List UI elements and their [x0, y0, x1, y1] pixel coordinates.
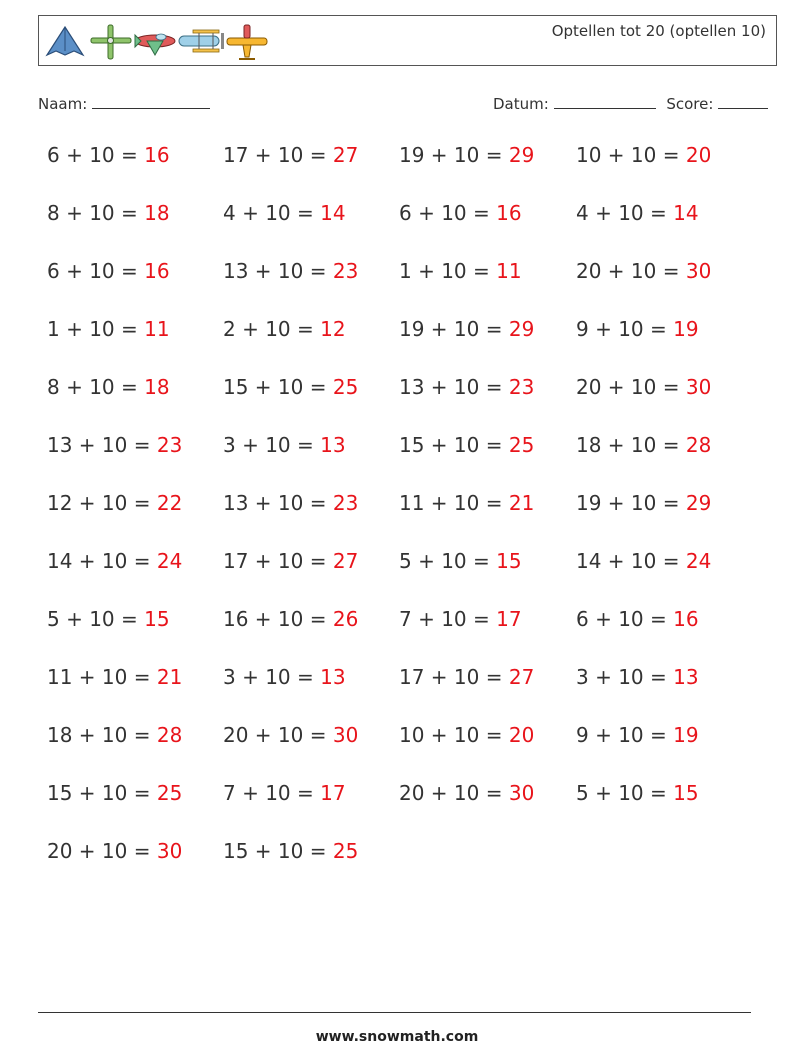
- green-plane-icon: [91, 25, 131, 59]
- problem-item: [223, 549, 358, 573]
- problem-answer: 27: [332, 143, 359, 167]
- problem-question: 6 + 10 =: [47, 259, 145, 283]
- problem-item: [223, 201, 346, 225]
- date-blank: [554, 94, 656, 109]
- problem-item: [399, 201, 522, 225]
- problem-answer: 11: [144, 317, 170, 341]
- problem-item: [47, 839, 182, 863]
- problem-answer: 12: [320, 317, 346, 341]
- problem-item: [223, 723, 358, 747]
- problem-question: 11 + 10 =: [47, 665, 157, 689]
- problem-answer: 11: [496, 259, 522, 283]
- problem-answer: 15: [144, 607, 170, 631]
- problem-answer: 20: [508, 723, 535, 747]
- problem-answer: 16: [144, 143, 170, 167]
- problem-answer: 30: [332, 723, 359, 747]
- problem-question: 9 + 10 =: [576, 723, 674, 747]
- problem-question: 5 + 10 =: [399, 549, 497, 573]
- problem-answer: 25: [332, 375, 359, 399]
- problem-answer: 25: [332, 839, 359, 863]
- problem-item: [576, 607, 699, 631]
- red-plane-icon: [135, 34, 175, 55]
- problem-item: [47, 433, 182, 457]
- problem-answer: 28: [156, 723, 183, 747]
- problem-row: [47, 781, 767, 839]
- problem-item: [576, 433, 711, 457]
- problem-item: [47, 375, 170, 399]
- problem-item: [223, 143, 358, 167]
- problem-question: 3 + 10 =: [576, 665, 674, 689]
- problem-item: [47, 259, 170, 283]
- problem-item: [47, 665, 182, 689]
- problem-answer: 19: [673, 317, 699, 341]
- problem-item: [223, 375, 358, 399]
- problem-answer: 29: [508, 317, 535, 341]
- problem-item: [576, 259, 711, 283]
- problem-answer: 29: [685, 491, 712, 515]
- problem-row: [47, 433, 767, 491]
- problem-item: [399, 781, 534, 805]
- name-field: [38, 94, 210, 113]
- problem-answer: 30: [508, 781, 535, 805]
- problem-answer: 15: [673, 781, 699, 805]
- airplane-icons: [43, 21, 273, 61]
- problem-answer: 23: [332, 259, 359, 283]
- problem-question: 3 + 10 =: [223, 433, 321, 457]
- problem-item: [47, 491, 182, 515]
- problem-answer: 30: [685, 375, 712, 399]
- problem-item: [576, 491, 711, 515]
- problem-answer: 26: [332, 607, 359, 631]
- problem-answer: 30: [156, 839, 183, 863]
- problem-item: [399, 607, 522, 631]
- problem-answer: 23: [156, 433, 183, 457]
- problem-item: [399, 665, 534, 689]
- problem-question: 2 + 10 =: [223, 317, 321, 341]
- problem-item: [576, 549, 711, 573]
- problem-question: 13 + 10 =: [223, 259, 333, 283]
- problem-grid: [47, 143, 767, 897]
- problem-item: [223, 781, 346, 805]
- problem-question: 5 + 10 =: [47, 607, 145, 631]
- problem-answer: 21: [508, 491, 535, 515]
- problem-question: 15 + 10 =: [399, 433, 509, 457]
- problem-item: [223, 259, 358, 283]
- problem-question: 11 + 10 =: [399, 491, 509, 515]
- problem-question: 15 + 10 =: [223, 375, 333, 399]
- problem-answer: 17: [496, 607, 522, 631]
- problem-item: [576, 317, 699, 341]
- yellow-plane-icon: [227, 25, 267, 59]
- problem-answer: 14: [320, 201, 346, 225]
- problem-question: 19 + 10 =: [399, 317, 509, 341]
- problem-row: [47, 317, 767, 375]
- problem-question: 6 + 10 =: [576, 607, 674, 631]
- problem-question: 16 + 10 =: [223, 607, 333, 631]
- name-label: Naam:: [38, 95, 88, 113]
- problem-answer: 30: [685, 259, 712, 283]
- problem-answer: 23: [508, 375, 535, 399]
- problem-answer: 23: [332, 491, 359, 515]
- problem-question: 13 + 10 =: [223, 491, 333, 515]
- problem-question: 20 + 10 =: [576, 259, 686, 283]
- score-label: Score:: [666, 95, 714, 113]
- problem-question: 19 + 10 =: [576, 491, 686, 515]
- problem-answer: 21: [156, 665, 183, 689]
- problem-item: [576, 781, 699, 805]
- problem-item: [223, 839, 358, 863]
- problem-answer: 20: [685, 143, 712, 167]
- problem-question: 8 + 10 =: [47, 375, 145, 399]
- problem-question: 4 + 10 =: [576, 201, 674, 225]
- problem-answer: 16: [496, 201, 522, 225]
- stealth-jet-icon: [47, 27, 83, 55]
- problem-answer: 15: [496, 549, 522, 573]
- problem-answer: 13: [320, 433, 346, 457]
- problem-question: 13 + 10 =: [47, 433, 157, 457]
- worksheet-title: Optellen tot 20 (optellen 10): [551, 22, 766, 40]
- problem-answer: 24: [156, 549, 183, 573]
- date-label: Datum:: [493, 95, 549, 113]
- problem-item: [47, 549, 182, 573]
- problem-answer: 13: [320, 665, 346, 689]
- problem-row: [47, 143, 767, 201]
- problem-item: [399, 375, 534, 399]
- problem-answer: 18: [144, 375, 170, 399]
- problem-question: 20 + 10 =: [47, 839, 157, 863]
- problem-row: [47, 491, 767, 549]
- problem-item: [576, 201, 699, 225]
- problem-answer: 18: [144, 201, 170, 225]
- problem-question: 17 + 10 =: [399, 665, 509, 689]
- problem-question: 7 + 10 =: [223, 781, 321, 805]
- problem-question: 18 + 10 =: [47, 723, 157, 747]
- problem-item: [47, 723, 182, 747]
- problem-row: [47, 723, 767, 781]
- problem-answer: 27: [508, 665, 535, 689]
- problem-row: [47, 375, 767, 433]
- problem-answer: 22: [156, 491, 183, 515]
- problem-item: [399, 723, 534, 747]
- problem-answer: 27: [332, 549, 359, 573]
- problem-question: 17 + 10 =: [223, 143, 333, 167]
- footer-url: www.snowmath.com: [315, 1029, 479, 1045]
- date-score-field: [493, 94, 768, 113]
- problem-question: 10 + 10 =: [576, 143, 686, 167]
- problem-item: [47, 781, 182, 805]
- problem-question: 1 + 10 =: [47, 317, 145, 341]
- problem-item: [47, 143, 170, 167]
- problem-question: 9 + 10 =: [576, 317, 674, 341]
- problem-item: [223, 665, 346, 689]
- problem-question: 20 + 10 =: [223, 723, 333, 747]
- problem-answer: 16: [144, 259, 170, 283]
- problem-answer: 25: [156, 781, 183, 805]
- worksheet-header: [38, 15, 777, 66]
- score-blank: [718, 94, 768, 109]
- problem-answer: 19: [673, 723, 699, 747]
- problem-question: 17 + 10 =: [223, 549, 333, 573]
- problem-question: 1 + 10 =: [399, 259, 497, 283]
- problem-item: [399, 491, 534, 515]
- problem-question: 6 + 10 =: [47, 143, 145, 167]
- problem-item: [576, 665, 699, 689]
- problem-question: 14 + 10 =: [576, 549, 686, 573]
- problem-row: [47, 839, 767, 897]
- problem-row: [47, 665, 767, 723]
- problem-item: [223, 317, 346, 341]
- problem-question: 15 + 10 =: [47, 781, 157, 805]
- problem-item: [47, 607, 170, 631]
- problem-item: [576, 723, 699, 747]
- problem-answer: 25: [508, 433, 535, 457]
- problem-item: [223, 491, 358, 515]
- problem-item: [399, 317, 534, 341]
- problem-answer: 17: [320, 781, 346, 805]
- problem-item: [399, 433, 534, 457]
- problem-item: [399, 549, 522, 573]
- biplane-icon: [179, 30, 224, 52]
- name-blank: [92, 94, 210, 109]
- problem-item: [399, 259, 522, 283]
- problem-question: 6 + 10 =: [399, 201, 497, 225]
- problem-question: 13 + 10 =: [399, 375, 509, 399]
- problem-row: [47, 549, 767, 607]
- problem-question: 12 + 10 =: [47, 491, 157, 515]
- problem-answer: 16: [673, 607, 699, 631]
- problem-answer: 28: [685, 433, 712, 457]
- problem-item: [399, 143, 534, 167]
- problem-question: 10 + 10 =: [399, 723, 509, 747]
- problem-question: 18 + 10 =: [576, 433, 686, 457]
- problem-question: 20 + 10 =: [576, 375, 686, 399]
- problem-question: 7 + 10 =: [399, 607, 497, 631]
- problem-item: [576, 375, 711, 399]
- problem-answer: 24: [685, 549, 712, 573]
- problem-answer: 29: [508, 143, 535, 167]
- problem-row: [47, 607, 767, 665]
- problem-question: 8 + 10 =: [47, 201, 145, 225]
- problem-question: 19 + 10 =: [399, 143, 509, 167]
- footer-divider: [38, 1012, 751, 1013]
- problem-item: [47, 317, 170, 341]
- problem-question: 14 + 10 =: [47, 549, 157, 573]
- problem-item: [223, 607, 358, 631]
- problem-answer: 14: [673, 201, 699, 225]
- problem-item: [576, 143, 711, 167]
- problem-question: 5 + 10 =: [576, 781, 674, 805]
- problem-question: 4 + 10 =: [223, 201, 321, 225]
- problem-question: 20 + 10 =: [399, 781, 509, 805]
- problem-answer: 13: [673, 665, 699, 689]
- problem-row: [47, 259, 767, 317]
- problem-row: [47, 201, 767, 259]
- problem-question: 15 + 10 =: [223, 839, 333, 863]
- problem-item: [47, 201, 170, 225]
- problem-item: [223, 433, 346, 457]
- problem-question: 3 + 10 =: [223, 665, 321, 689]
